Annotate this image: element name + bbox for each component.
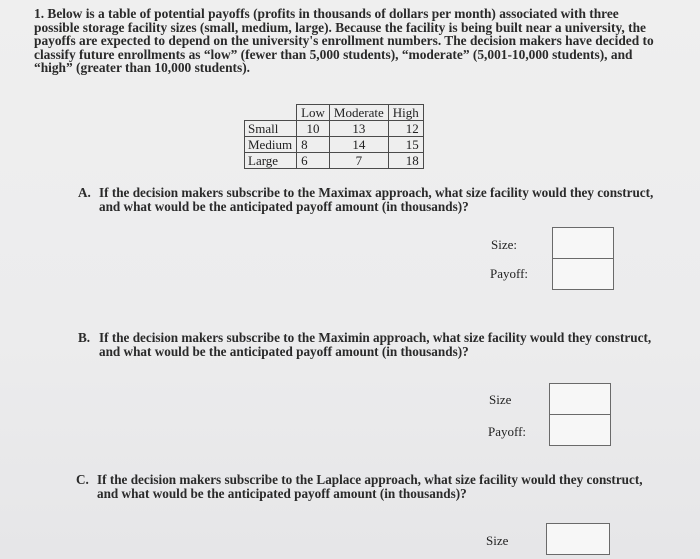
question-a-size-label: Size: bbox=[491, 237, 517, 252]
table-cell: 18 bbox=[388, 153, 423, 169]
table-cell: 14 bbox=[329, 137, 388, 153]
table-cell: 12 bbox=[388, 121, 423, 137]
table-header-row bbox=[245, 105, 424, 121]
question-a-letter: A. bbox=[78, 185, 91, 200]
question-c-line-1: If the decision makers subscribe to the Laplace approach, what size facility would they construct, bbox=[97, 472, 643, 487]
intro-line-4: classify future enrollments as “low” (fewer than 5,000 students), “moderate” (5,001-10,000 students), and bbox=[34, 46, 633, 62]
table-cell: 10 bbox=[297, 121, 330, 137]
row-header-small: Small bbox=[245, 121, 297, 137]
question-b-line-2: and what would be the anticipated payoff amount (in thousands)? bbox=[99, 344, 469, 359]
column-header-high: High bbox=[388, 105, 423, 121]
question-c bbox=[76, 473, 676, 501]
question-a-payoff-label: Payoff: bbox=[490, 266, 529, 281]
row-header-medium: Medium bbox=[245, 137, 297, 153]
question-b-size-label: Size bbox=[489, 392, 512, 407]
problem-intro bbox=[34, 7, 659, 75]
table-cell: 13 bbox=[329, 121, 388, 137]
table-row bbox=[245, 137, 424, 153]
intro-line-1: 1. Below is a table of potential payoffs (profits in thousands of dollars per month) associated with three bbox=[34, 6, 619, 21]
question-b-size-input[interactable] bbox=[549, 383, 611, 415]
table-cell: 7 bbox=[329, 153, 388, 169]
question-b-payoff-label: Payoff: bbox=[488, 424, 527, 439]
table-corner bbox=[245, 105, 297, 121]
row-header-large: Large bbox=[245, 153, 297, 169]
question-b-payoff-input[interactable] bbox=[549, 414, 611, 446]
table-cell: 8 bbox=[297, 137, 330, 153]
question-a-size-input[interactable] bbox=[552, 227, 614, 259]
intro-line-5: “high” (greater than 10,000 students). bbox=[34, 60, 250, 76]
question-c-size-input[interactable] bbox=[546, 523, 610, 555]
question-a-line-1: If the decision makers subscribe to the Maximax approach, what size facility would they construct, bbox=[99, 185, 654, 200]
question-b-letter: B. bbox=[78, 330, 91, 345]
table-cell: 15 bbox=[388, 137, 423, 153]
question-b-line-1: If the decision makers subscribe to the Maximin approach, what size facility would they construct, bbox=[99, 330, 652, 345]
column-header-moderate: Moderate bbox=[329, 105, 388, 121]
payoff-table bbox=[244, 104, 424, 169]
column-header-low: Low bbox=[297, 105, 330, 121]
intro-line-3: payoffs are expected to depend on the university's enrollment numbers. The decision makers have decided to bbox=[34, 33, 654, 49]
table-row bbox=[245, 121, 424, 137]
question-a-line-2: and what would be the anticipated payoff amount (in thousands)? bbox=[99, 199, 469, 214]
question-b bbox=[78, 331, 678, 359]
table-cell: 6 bbox=[297, 153, 330, 169]
table-row bbox=[245, 153, 424, 169]
question-a-payoff-input[interactable] bbox=[552, 258, 614, 290]
question-c-letter: C. bbox=[76, 472, 89, 487]
question-c-size-label: Size bbox=[486, 533, 509, 548]
question-a bbox=[78, 186, 678, 214]
intro-line-2: possible storage facility sizes (small, medium, large). Because the facility is being built near a university, the bbox=[34, 19, 646, 35]
question-c-line-2: and what would be the anticipated payoff amount (in thousands)? bbox=[97, 486, 467, 501]
